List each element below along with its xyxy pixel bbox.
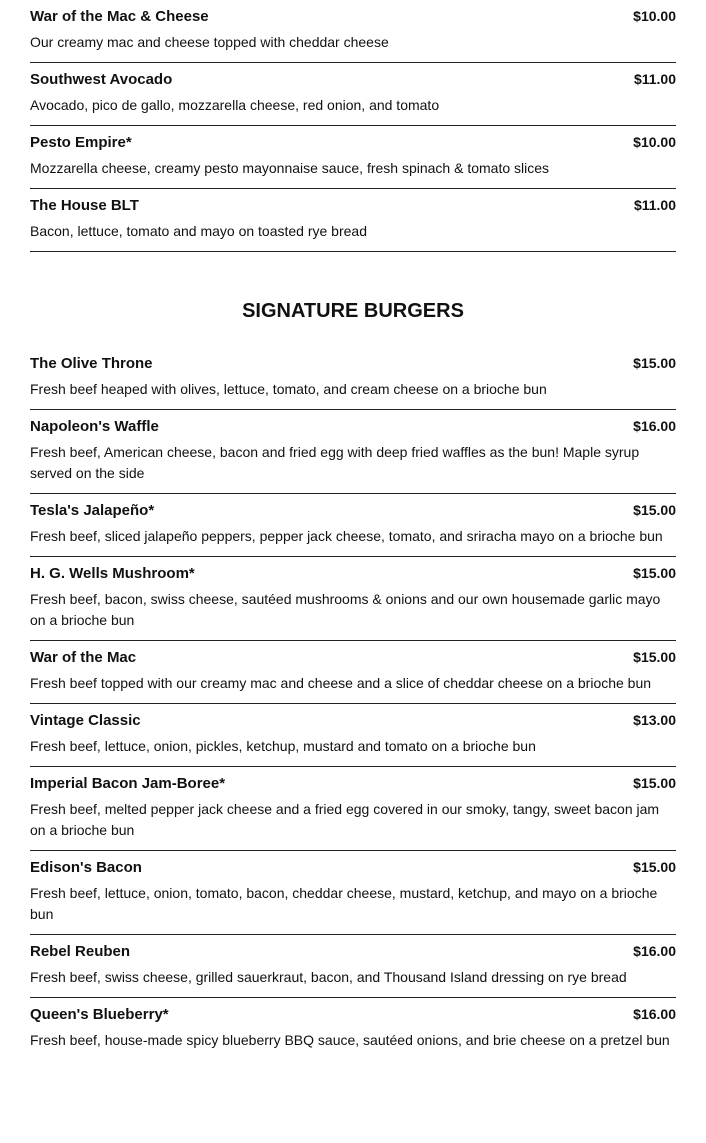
item-description: Fresh beef topped with our creamy mac and cheese and a slice of cheddar cheese on a brioche bun <box>30 675 652 691</box>
item-price: $16.00 <box>633 418 676 434</box>
item-price: $15.00 <box>633 775 676 791</box>
item-name: Vintage Classic <box>30 712 141 729</box>
menu-item <box>30 935 676 998</box>
item-description: Bacon, lettuce, tomato and mayo on toasted rye bread <box>30 223 367 239</box>
item-description: Fresh beef, melted pepper jack cheese and a fried egg covered in our smoky, tangy, sweet bacon jam on a brioche bun <box>30 801 660 838</box>
menu-item <box>30 189 676 252</box>
menu-item <box>30 126 676 189</box>
item-description: Fresh beef, lettuce, onion, pickles, ketchup, mustard and tomato on a brioche bun <box>30 738 536 754</box>
item-description: Avocado, pico de gallo, mozzarella cheese, red onion, and tomato <box>30 97 440 113</box>
item-price: $15.00 <box>633 859 676 875</box>
item-name: War of the Mac <box>30 649 137 666</box>
item-name: Southwest Avocado <box>30 71 173 88</box>
item-name: Queen's Blueberry* <box>30 1006 169 1023</box>
section-title: SIGNATURE BURGERS <box>242 300 464 322</box>
item-name: Pesto Empire* <box>30 134 132 151</box>
burgers-list <box>30 347 676 1060</box>
item-description: Fresh beef heaped with olives, lettuce, tomato, and cream cheese on a brioche bun <box>30 381 547 397</box>
item-price: $10.00 <box>633 134 676 150</box>
item-price: $10.00 <box>633 8 676 24</box>
menu-page <box>30 0 676 1060</box>
item-price: $11.00 <box>633 197 676 213</box>
menu-item <box>30 851 676 935</box>
menu-item <box>30 704 676 767</box>
item-price: $15.00 <box>633 355 676 371</box>
menu-item <box>30 0 676 63</box>
menu-item <box>30 63 676 126</box>
item-name: Rebel Reuben <box>30 943 131 960</box>
item-description: Fresh beef, sliced jalapeño peppers, pepper jack cheese, tomato, and sriracha mayo on a brioche bun <box>30 528 663 544</box>
item-description: Fresh beef, American cheese, bacon and fried egg with deep fried waffles as the bun! Maple syrup served on the side <box>30 444 640 481</box>
item-name: The House BLT <box>30 197 139 214</box>
item-price: $16.00 <box>633 943 676 959</box>
item-description: Our creamy mac and cheese topped with cheddar cheese <box>30 34 389 50</box>
menu-item <box>30 347 676 410</box>
item-name: H. G. Wells Mushroom* <box>30 565 195 582</box>
item-description: Fresh beef, bacon, swiss cheese, sautéed mushrooms & onions and our own housemade garlic mayo on a brioche bun <box>30 591 661 628</box>
item-name: The Olive Throne <box>30 355 153 372</box>
item-price: $15.00 <box>633 649 676 665</box>
item-price: $16.00 <box>633 1006 676 1022</box>
item-name: Napoleon's Waffle <box>30 418 159 435</box>
item-price: $15.00 <box>633 565 676 581</box>
item-description: Fresh beef, swiss cheese, grilled sauerkraut, bacon, and Thousand Island dressing on rye bread <box>30 969 627 985</box>
item-name: Imperial Bacon Jam-Boree* <box>30 775 226 792</box>
menu-item <box>30 998 676 1060</box>
item-price: $15.00 <box>633 502 676 518</box>
item-description: Fresh beef, house-made spicy blueberry BBQ sauce, sautéed onions, and brie cheese on a pretzel bun <box>30 1032 670 1048</box>
menu-item <box>30 767 676 851</box>
item-price: $11.00 <box>633 71 676 87</box>
item-description: Fresh beef, lettuce, onion, tomato, bacon, cheddar cheese, mustard, ketchup, and mayo on a brioche bun <box>30 885 658 922</box>
item-name: Tesla's Jalapeño* <box>30 502 155 519</box>
item-name: Edison's Bacon <box>30 859 142 876</box>
item-price: $13.00 <box>633 712 676 728</box>
sandwiches-list <box>30 0 676 252</box>
menu-item <box>30 641 676 704</box>
menu-item <box>30 494 676 557</box>
item-description: Mozzarella cheese, creamy pesto mayonnaise sauce, fresh spinach & tomato slices <box>30 160 550 176</box>
menu-item <box>30 410 676 494</box>
item-name: War of the Mac & Cheese <box>30 8 209 25</box>
menu-item <box>30 557 676 641</box>
